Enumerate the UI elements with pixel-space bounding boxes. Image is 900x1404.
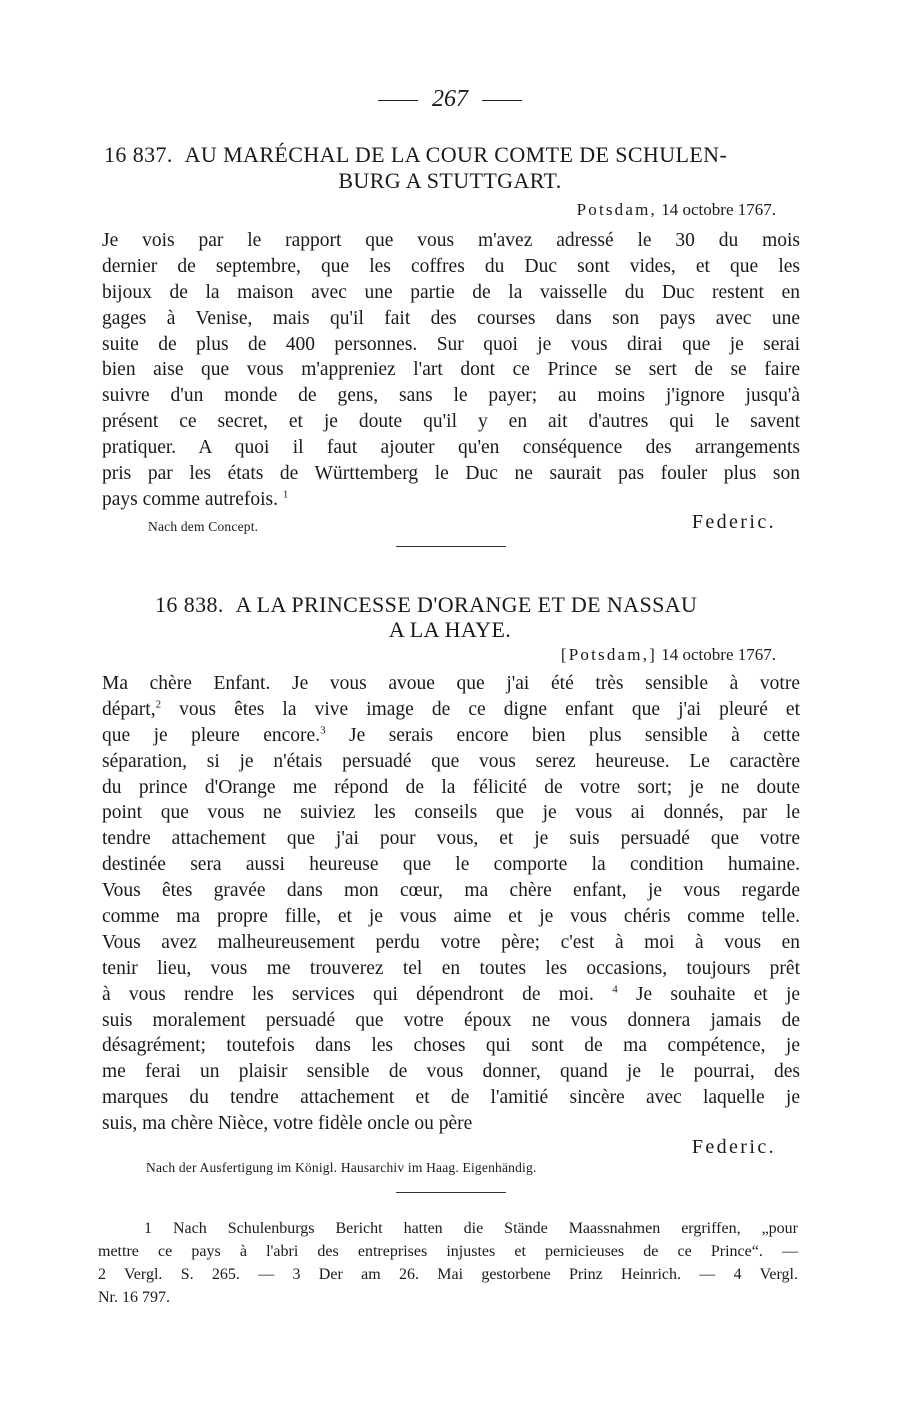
letter-2-line: Vous avez malheureusement perdu votre père; c'est à moi à vous en	[102, 931, 800, 953]
letter-1-line: dernier de septembre, que les coffres du Duc sont vides, et que les	[102, 255, 800, 277]
letter-2-line	[102, 982, 800, 1008]
letter-1-body	[102, 228, 800, 513]
letter-1-source: Nach dem Concept.	[148, 519, 259, 534]
letter-1-line: suite de plus de 400 personnes. Sur quoi je vous dirai que je serai	[102, 333, 800, 355]
letter-2-number: 16 838.	[155, 592, 224, 617]
letter-2-line	[102, 697, 800, 723]
letter-2-line-part: Je souhaite et je	[635, 983, 801, 1005]
letter-2-title-line1: A LA PRINCESSE D'ORANGE ET DE NASSAU	[235, 592, 698, 617]
footnote-line: 1 Nach Schulenburgs Bericht hatten die Stände Maassnahmen ergriffen, „pour	[144, 1220, 798, 1237]
letter-1-signature: Federic.	[691, 511, 776, 533]
footnote-mark-2: 2	[155, 698, 162, 711]
letter-2-line-part: vous êtes la vive image de ce digne enfant que j'ai pleuré et	[179, 698, 800, 720]
letter-2-line: destinée sera aussi heureuse que le comporte la condition humaine.	[102, 854, 800, 876]
footnote-mark-3: 3	[320, 724, 326, 737]
letter-1-number: 16 837.	[104, 142, 173, 167]
letter-2-place: [Potsdam,]	[560, 645, 658, 664]
letter-1-title-line1: AU MARÉCHAL DE LA COUR COMTE DE SCHULEN-	[184, 142, 728, 167]
letter-1-line: suivre d'un monde de gens, sans le payer; au moins j'ignore jusqu'à	[102, 385, 800, 407]
letter-1-heading-line1	[104, 142, 727, 168]
letter-2-line-part: à vous rendre les services qui dépendront de moi.	[102, 983, 594, 1005]
section-divider	[396, 546, 506, 547]
letter-1-line: pris par les états de Württemberg le Duc ne saurait pas fouler plus son	[102, 463, 800, 485]
letter-2-title-line2: A LA HAYE.	[388, 617, 512, 642]
footnote-line-last: Nr. 16 797.	[98, 1289, 170, 1306]
footnote-mark-1: 1	[282, 488, 289, 501]
letter-1-line: Je vois par le rapport que vous m'avez adressé le 30 du mois	[102, 230, 800, 251]
letter-2-heading-line1	[155, 592, 697, 618]
letter-2-line: me ferai un plaisir sensible de vous donner, quand je le pourrai, des	[102, 1061, 800, 1083]
letter-2-line: tenir lieu, vous me trouverez tel en toutes les occasions, toujours prêt	[102, 957, 800, 979]
letter-2-source: Nach der Ausfertigung im Königl. Hausarchiv im Haag. Eigenhändig.	[146, 1160, 537, 1175]
header-dash-right	[482, 100, 522, 101]
letter-1-dateline	[577, 200, 776, 220]
letter-2-date: 14 octobre 1767.	[661, 645, 776, 664]
letter-2-body	[102, 671, 800, 1137]
letter-2-line: suis moralement persuadé que votre époux ne vous donnera jamais de	[102, 1009, 800, 1031]
letter-2-line-part: que je pleure encore.	[102, 724, 321, 746]
page-header	[0, 86, 900, 113]
letter-1-line: pratiquer. A quoi il faut ajouter qu'en conséquence des arrangements	[102, 437, 800, 459]
letter-2-line: point que vous ne suiviez les conseils que je vous ai donnés, par le	[102, 802, 800, 824]
letter-2-line: désagrément; toutefois dans les choses qui sont de ma compétence, je	[102, 1035, 800, 1057]
letter-2-line: du prince d'Orange me répond de la félicité de votre sort; je ne doute	[102, 776, 800, 798]
footnote-divider	[396, 1192, 506, 1193]
letter-2-line-last: suis, ma chère Nièce, votre fidèle oncle ou père	[102, 1113, 473, 1135]
letter-1-line: gages à Venise, mais qu'il fait des courses dans son pays avec une	[102, 307, 800, 329]
letter-2-line	[102, 723, 800, 749]
page-number: 267	[432, 86, 468, 112]
letter-2-line: tendre attachement que j'ai pour vous, et je suis persuadé que votre	[102, 828, 800, 850]
letter-2-line: marques du tendre attachement et de l'amitié sincère avec laquelle je	[102, 1087, 800, 1109]
letter-1-last-text: pays comme autrefois.	[102, 488, 278, 510]
letter-2-line: Ma chère Enfant. Je vous avoue que j'ai été très sensible à votre	[102, 673, 800, 694]
footnote-line: 2 Vergl. S. 265. — 3 Der am 26. Mai gestorbene Prinz Heinrich. — 4 Vergl.	[98, 1266, 798, 1283]
letter-1-line: bien aise que vous m'appreniez l'art dont ce Prince se sert de se faire	[102, 359, 800, 381]
letter-2-dateline	[561, 645, 776, 665]
letter-1-line: bijoux de la maison avec une partie de la vaisselle du Duc restent en	[102, 281, 800, 303]
letter-2-line-part: Je serais encore bien plus sensible à cette	[349, 724, 800, 746]
letter-1-line-last	[102, 487, 800, 513]
letter-2-signature: Federic.	[691, 1136, 776, 1158]
footnote-line: mettre ce pays à l'abri des entreprises injustes et pernicieuses de ce Prince“. —	[98, 1243, 798, 1260]
footnotes	[98, 1217, 798, 1309]
letter-2-line-part: départ,	[102, 698, 156, 720]
letter-1-title-line2: BURG A STUTTGART.	[338, 168, 562, 193]
letter-1-date: 14 octobre 1767.	[661, 200, 776, 219]
letter-2-line: Vous êtes gravée dans mon cœur, ma chère enfant, je vous regarde	[102, 880, 800, 902]
letter-1-place: Potsdam,	[576, 200, 658, 219]
letter-1-line: présent ce secret, et je doute qu'il y en ait d'autres qui le savent	[102, 411, 800, 433]
footnote-mark-4: 4	[612, 983, 618, 996]
header-dash-left	[378, 100, 418, 101]
letter-2-line: comme ma propre fille, et je vous aime et je vous chéris comme telle.	[102, 906, 800, 928]
letter-2-line: séparation, si je n'étais persuadé que vous serez heureuse. Le caractère	[102, 750, 800, 772]
